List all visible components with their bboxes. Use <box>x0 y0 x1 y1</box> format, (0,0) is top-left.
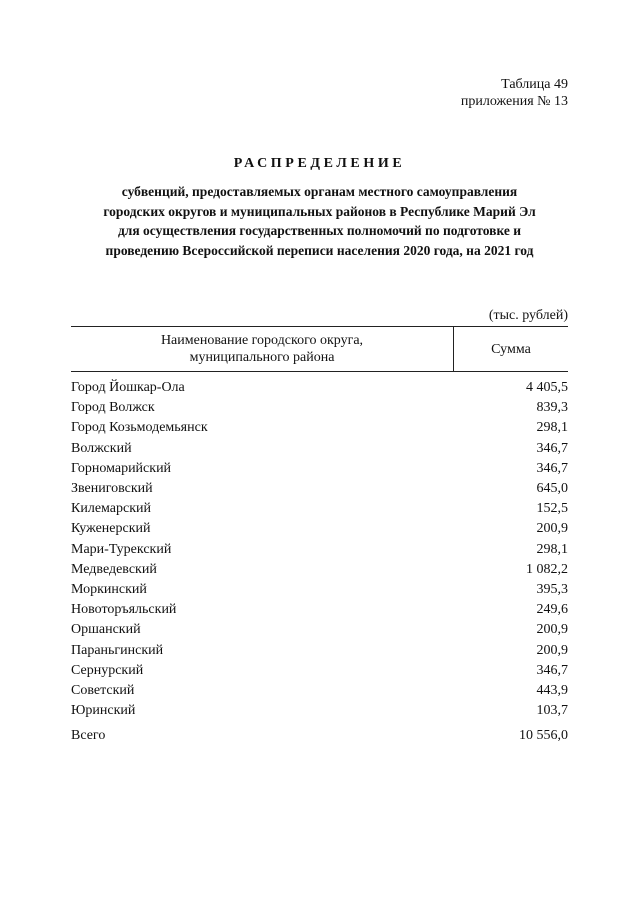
subtitle-line: для осуществления государственных полномочий по подготовке и <box>117 223 522 238</box>
municipality-name: Килемарский <box>71 501 152 517</box>
table-row <box>71 372 568 399</box>
table-row <box>71 418 568 438</box>
municipality-name: Волжский <box>71 440 132 456</box>
municipality-name: Новоторъяльский <box>71 602 177 618</box>
amount-value: 298,1 <box>536 420 568 436</box>
amount-value: 1 082,2 <box>526 561 568 577</box>
amount-value: 298,1 <box>536 541 568 557</box>
distribution-table <box>71 326 568 746</box>
name-column-header: Наименование городского округа, муниципального района <box>71 327 454 372</box>
amount-value: 4 405,5 <box>526 380 568 395</box>
table-row <box>71 620 568 640</box>
municipality-name: Город Йошкар-Ола <box>71 380 185 395</box>
amount-value: 152,5 <box>536 501 568 517</box>
table-body <box>71 372 568 722</box>
amount-value: 200,9 <box>536 521 568 537</box>
municipality-name: Советский <box>71 683 135 699</box>
municipality-name: Моркинский <box>71 582 147 598</box>
document-subtitle <box>60 182 579 260</box>
municipality-name: Мари-Турекский <box>71 541 172 557</box>
table-row <box>71 519 568 539</box>
sum-column-header: Сумма <box>454 327 569 372</box>
municipality-name: Звениговский <box>71 481 153 497</box>
amount-value: 443,9 <box>536 683 568 699</box>
amount-value: 395,3 <box>536 582 568 598</box>
municipality-name: Сернурский <box>71 662 144 678</box>
table-header-row <box>71 327 568 372</box>
table-row <box>71 499 568 519</box>
table-row <box>71 661 568 681</box>
municipality-name: Оршанский <box>71 622 141 638</box>
table-row <box>71 439 568 459</box>
table-row <box>71 398 568 418</box>
total-value: 10 556,0 <box>519 728 568 744</box>
subtitle-line: городских округов и муниципальных районов в Республике Марий Эл <box>103 203 536 219</box>
amount-value: 200,9 <box>536 622 568 638</box>
subtitle-line: субвенций, предоставляемых органам местного самоуправления <box>121 184 518 199</box>
municipality-name: Медведевский <box>71 561 157 577</box>
table-row <box>71 600 568 620</box>
table-row <box>71 580 568 600</box>
municipality-name: Куженерский <box>71 521 151 537</box>
amount-value: 346,7 <box>536 662 568 678</box>
amount-value: 839,3 <box>536 400 568 416</box>
municipality-name: Горномарийский <box>71 460 172 476</box>
table-row <box>71 701 568 721</box>
municipality-name: Город Козьмодемьянск <box>71 420 208 436</box>
municipality-name: Юринский <box>71 703 136 719</box>
municipality-name: Параньгинский <box>71 642 164 658</box>
units-label: (тыс. рублей) <box>488 308 568 323</box>
amount-value: 103,7 <box>536 703 568 719</box>
table-row <box>71 560 568 580</box>
municipality-name: Город Волжск <box>71 400 155 416</box>
table-row <box>71 540 568 560</box>
document-reference <box>461 76 568 110</box>
amount-value: 249,6 <box>536 602 568 618</box>
total-row <box>71 721 568 746</box>
amount-value: 346,7 <box>536 460 568 476</box>
amount-value: 346,7 <box>536 440 568 456</box>
appendix-number: приложения № 13 <box>460 94 568 109</box>
table-row <box>71 681 568 701</box>
document-title: РАСПРЕДЕЛЕНИЕ <box>233 156 406 171</box>
table-row <box>71 641 568 661</box>
amount-value: 645,0 <box>536 481 568 497</box>
table-row <box>71 479 568 499</box>
amount-value: 200,9 <box>536 642 568 658</box>
total-label: Всего <box>71 728 106 744</box>
table-number: Таблица 49 <box>501 77 568 92</box>
table-row <box>71 459 568 479</box>
subtitle-line: проведению Всероссийской переписи населения 2020 года, на 2021 год <box>105 242 534 258</box>
